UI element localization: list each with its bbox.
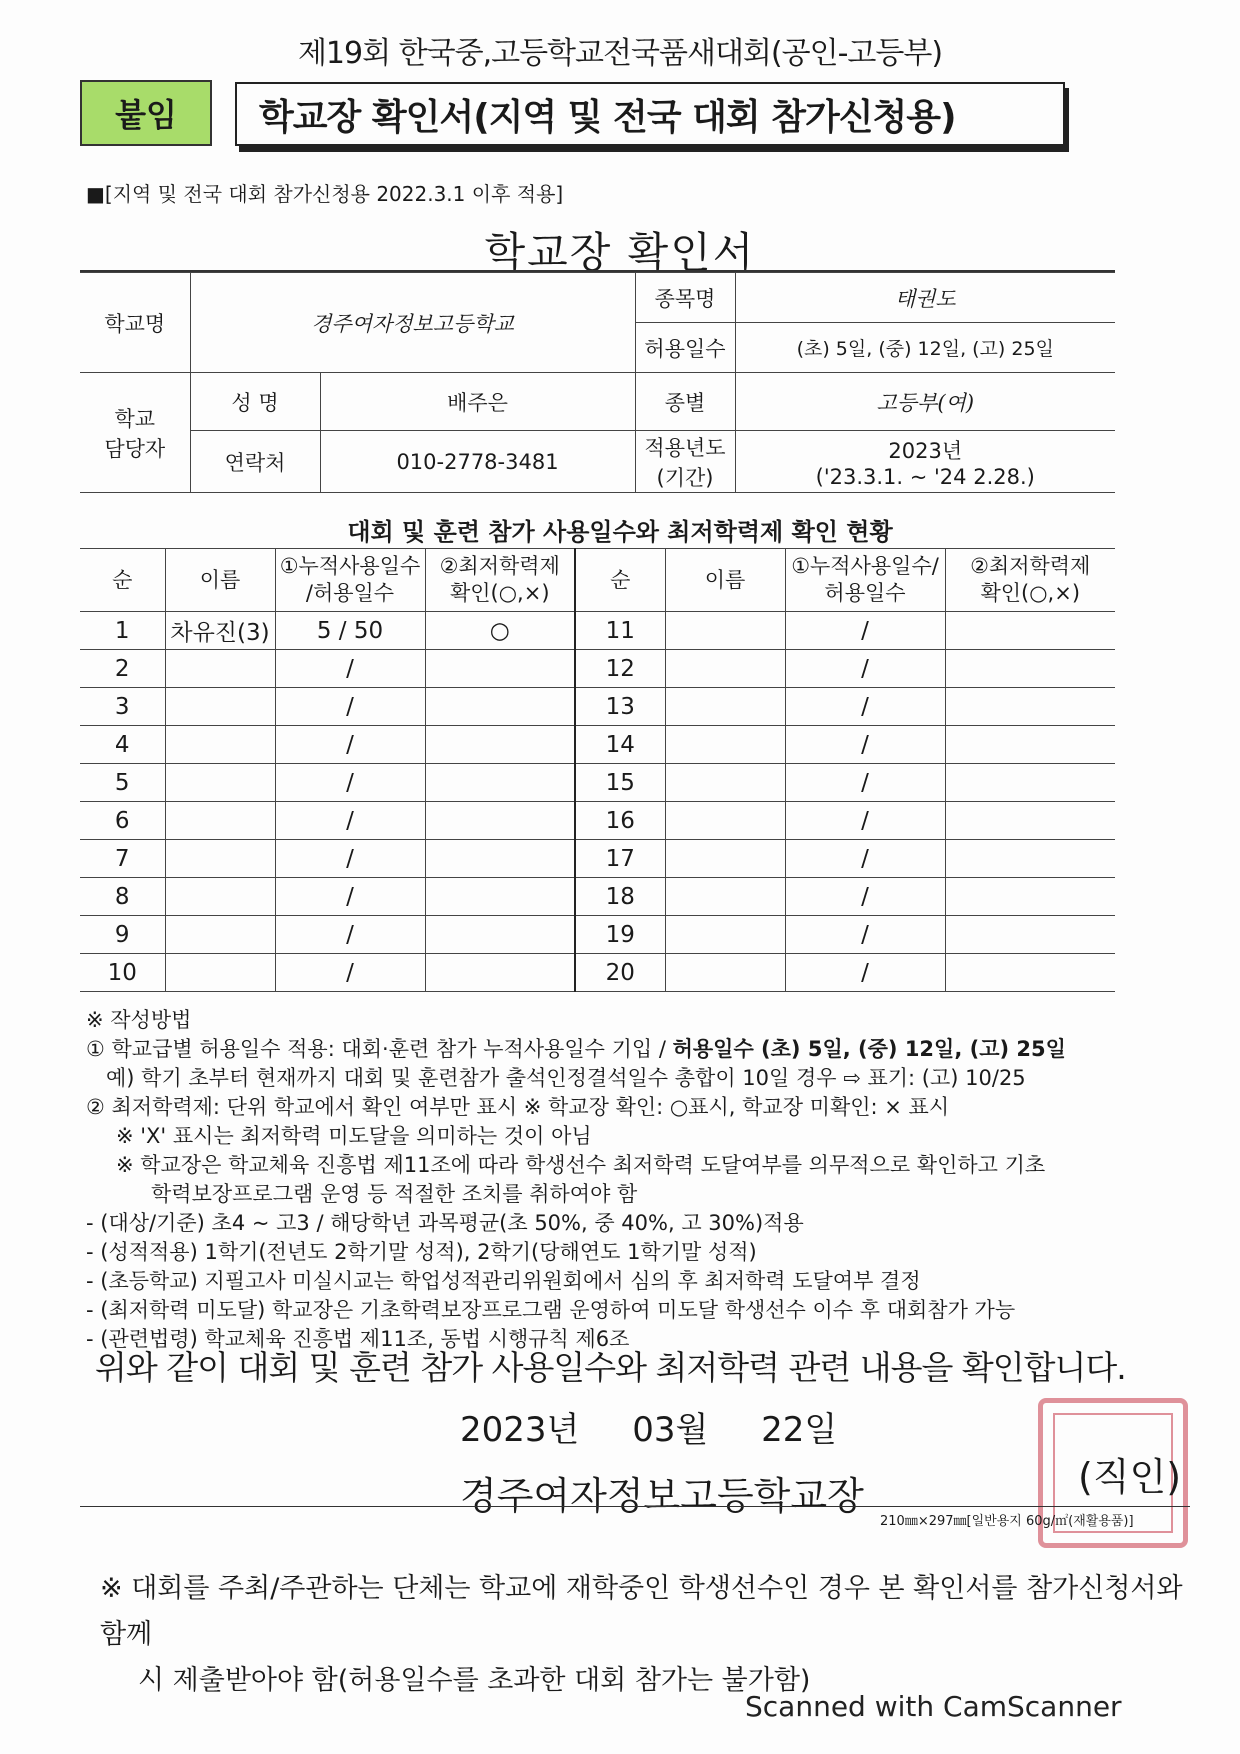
row-days-right: / bbox=[785, 726, 945, 764]
row-name-left bbox=[165, 840, 275, 878]
row-days-left: / bbox=[275, 688, 425, 726]
seal-label: (직인) bbox=[1078, 1455, 1182, 1499]
year-label bbox=[635, 431, 735, 493]
row-conf-right bbox=[945, 802, 1115, 840]
row-name-left: 차유진(3) bbox=[165, 612, 275, 650]
year-value bbox=[735, 431, 1115, 493]
note-1-text: ① 학교급별 허용일수 적용: 대회·훈련 참가 누적사용일수 기입 / bbox=[86, 1037, 673, 1061]
row-days-right: / bbox=[785, 954, 945, 992]
header-name-right: 이름 bbox=[665, 549, 785, 612]
row-conf-left bbox=[425, 726, 575, 764]
name-value: 배주은 bbox=[320, 373, 635, 431]
attachment-tag: 붙임 bbox=[80, 80, 212, 146]
year-value-line2: ('23.3.1. ~ '24 2.28.) bbox=[815, 464, 1035, 489]
row-days-right: / bbox=[785, 840, 945, 878]
row-no-left: 9 bbox=[80, 916, 165, 954]
issue-date bbox=[460, 1402, 879, 1451]
row-name-right bbox=[665, 764, 785, 802]
row-conf-left: ○ bbox=[425, 612, 575, 650]
header-days-left-line1: ①누적사용일수 bbox=[279, 554, 421, 578]
detail-4: - (최저학력 미도달) 학교장은 기초학력보장프로그램 운영하여 미도달 학생선수 이수 후 대회참가 가능 bbox=[86, 1298, 1016, 1322]
header-conf-right bbox=[945, 549, 1115, 612]
row-no-right: 18 bbox=[575, 878, 665, 916]
header-conf-left-line1: ②최저학력제 bbox=[439, 554, 560, 578]
paper-note: 210㎜×297㎜[일반용지 60g/㎡(재활용품)] bbox=[880, 1514, 1134, 1529]
section-title: 대회 및 훈련 참가 사용일수와 최저학력제 확인 현황 bbox=[347, 518, 893, 546]
sport-label: 종목명 bbox=[635, 273, 735, 323]
division-label: 종별 bbox=[635, 373, 735, 431]
info-table bbox=[80, 272, 1115, 493]
manager-label bbox=[80, 373, 190, 493]
manager-label-line1: 학교 bbox=[114, 406, 156, 431]
row-no-right: 19 bbox=[575, 916, 665, 954]
row-no-right: 20 bbox=[575, 954, 665, 992]
name-label: 성 명 bbox=[190, 373, 320, 431]
table-row bbox=[80, 916, 1115, 954]
table-header-row bbox=[80, 549, 1115, 612]
row-no-right: 12 bbox=[575, 650, 665, 688]
division-value: 고등부(여) bbox=[735, 373, 1115, 431]
form-title: 학교장 확인서 bbox=[484, 228, 756, 277]
row-conf-right bbox=[945, 726, 1115, 764]
table-row bbox=[80, 878, 1115, 916]
detail-1: - (대상/기준) 초4 ~ 고3 / 해당학년 과목평균(초 50%, 중 40%, 고 30%)적용 bbox=[86, 1211, 804, 1235]
row-name-left bbox=[165, 878, 275, 916]
sport-value: 태권도 bbox=[735, 273, 1115, 323]
table-row bbox=[80, 802, 1115, 840]
row-days-left: / bbox=[275, 726, 425, 764]
header-days-left-line2: /허용일수 bbox=[305, 581, 395, 605]
row-name-right bbox=[665, 726, 785, 764]
box-title: 학교장 확인서(지역 및 전국 대회 참가신청용) bbox=[235, 82, 1065, 146]
instructions bbox=[86, 1006, 1166, 1354]
row-days-right: / bbox=[785, 764, 945, 802]
table-row bbox=[80, 954, 1115, 992]
row-name-left bbox=[165, 954, 275, 992]
row-name-right bbox=[665, 916, 785, 954]
header-days-right-line1: ①누적사용일수/ bbox=[791, 554, 939, 578]
row-name-left bbox=[165, 764, 275, 802]
header-conf-right-line2: 확인(○,×) bbox=[980, 581, 1081, 605]
detail-3: - (초등학교) 지필고사 미실시교는 학업성적관리위원회에서 심의 후 최저학력 도달여부 결정 bbox=[86, 1269, 921, 1293]
row-no-left: 3 bbox=[80, 688, 165, 726]
manager-label-line2: 담당자 bbox=[104, 436, 166, 461]
date-day: 22일 bbox=[761, 1410, 838, 1450]
row-name-right bbox=[665, 954, 785, 992]
row-no-right: 16 bbox=[575, 802, 665, 840]
table-row bbox=[80, 612, 1115, 650]
usage-table bbox=[80, 548, 1115, 992]
row-conf-left bbox=[425, 802, 575, 840]
footnote bbox=[100, 1566, 1200, 1704]
row-days-left: / bbox=[275, 954, 425, 992]
row-conf-left bbox=[425, 840, 575, 878]
year-value-line1: 2023년 bbox=[888, 438, 963, 463]
row-days-right: / bbox=[785, 650, 945, 688]
table-row bbox=[80, 764, 1115, 802]
table-row bbox=[80, 726, 1115, 764]
row-no-left: 10 bbox=[80, 954, 165, 992]
row-conf-right bbox=[945, 916, 1115, 954]
row-days-right: / bbox=[785, 916, 945, 954]
row-days-right: / bbox=[785, 878, 945, 916]
row-conf-right bbox=[945, 612, 1115, 650]
notes-heading: ※ 작성방법 bbox=[86, 1008, 192, 1032]
year-label-line2: (기간) bbox=[656, 465, 714, 490]
note-1 bbox=[86, 1035, 1166, 1064]
detail-5: - (관련법령) 학교체육 진흥법 제11조, 동법 시행규칙 제6조 bbox=[86, 1327, 630, 1351]
row-conf-right bbox=[945, 954, 1115, 992]
footnote-line2: 시 제출받아야 함(허용일수를 초과한 대회 참가는 불가함) bbox=[138, 1665, 811, 1696]
row-no-left: 1 bbox=[80, 612, 165, 650]
row-name-left bbox=[165, 726, 275, 764]
header-conf-right-line1: ②최저학력제 bbox=[970, 554, 1091, 578]
note-2-c: 학력보장프로그램 운영 등 적절한 조치를 취하여야 함 bbox=[151, 1182, 638, 1206]
row-no-right: 17 bbox=[575, 840, 665, 878]
row-no-right: 14 bbox=[575, 726, 665, 764]
header-no-left: 순 bbox=[80, 549, 165, 612]
allowed-value: (초) 5일, (중) 12일, (고) 25일 bbox=[735, 323, 1115, 373]
footnote-line1: ※ 대회를 주최/주관하는 단체는 학교에 재학중인 학생선수인 경우 본 확인서를 참가신청서와 함께 bbox=[100, 1573, 1183, 1650]
bottom-rule bbox=[80, 1506, 1190, 1507]
note-2-a: ※ 'X' 표시는 최저학력 미도달을 의미하는 것이 아님 bbox=[116, 1124, 592, 1148]
note-2: ② 최저학력제: 단위 학교에서 확인 여부만 표시 ※ 학교장 확인: ○표시, 학교장 미확인: × 표시 bbox=[86, 1095, 950, 1119]
row-name-left bbox=[165, 802, 275, 840]
school-value: 경주여자정보고등학교 bbox=[190, 273, 635, 373]
row-conf-left bbox=[425, 650, 575, 688]
row-no-right: 11 bbox=[575, 612, 665, 650]
row-conf-left bbox=[425, 688, 575, 726]
row-name-right bbox=[665, 688, 785, 726]
detail-2: - (성적적용) 1학기(전년도 2학기말 성적), 2학기(당해연도 1학기말 성적) bbox=[86, 1240, 757, 1264]
row-no-right: 13 bbox=[575, 688, 665, 726]
row-name-right bbox=[665, 840, 785, 878]
header-days-right-line2: 허용일수 bbox=[824, 581, 906, 605]
row-name-left bbox=[165, 688, 275, 726]
row-no-left: 5 bbox=[80, 764, 165, 802]
signer: 경주여자정보고등학교장 bbox=[460, 1474, 864, 1518]
row-days-left: / bbox=[275, 840, 425, 878]
row-name-right bbox=[665, 802, 785, 840]
row-conf-right bbox=[945, 878, 1115, 916]
row-conf-right bbox=[945, 764, 1115, 802]
event-title: 제19회 한국중,고등학교전국품새대회(공인-고등부) bbox=[297, 36, 943, 71]
header-name-left: 이름 bbox=[165, 549, 275, 612]
scanner-watermark: Scanned with CamScanner bbox=[745, 1690, 1122, 1723]
table-row bbox=[80, 688, 1115, 726]
row-days-left: 5 / 50 bbox=[275, 612, 425, 650]
row-days-right: / bbox=[785, 802, 945, 840]
header-days-right bbox=[785, 549, 945, 612]
row-conf-left bbox=[425, 764, 575, 802]
row-no-left: 8 bbox=[80, 878, 165, 916]
header-no-right: 순 bbox=[575, 549, 665, 612]
row-days-right: / bbox=[785, 688, 945, 726]
note-1-example: 예) 학기 초부터 현재까지 대회 및 훈련참가 출석인정결석일수 총합이 10일 경우 ⇨ 표기: (고) 10/25 bbox=[106, 1066, 1026, 1090]
school-label: 학교명 bbox=[80, 273, 190, 373]
header-conf-left-line2: 확인(○,×) bbox=[449, 581, 550, 605]
header-conf-left bbox=[425, 549, 575, 612]
table-row bbox=[80, 840, 1115, 878]
note-1-bold: 허용일수 (초) 5일, (중) 12일, (고) 25일 bbox=[672, 1037, 1066, 1061]
allowed-label: 허용일수 bbox=[635, 323, 735, 373]
row-days-right: / bbox=[785, 612, 945, 650]
row-no-left: 4 bbox=[80, 726, 165, 764]
row-name-left bbox=[165, 650, 275, 688]
row-no-right: 15 bbox=[575, 764, 665, 802]
row-name-right bbox=[665, 612, 785, 650]
row-conf-right bbox=[945, 840, 1115, 878]
row-no-left: 7 bbox=[80, 840, 165, 878]
row-name-right bbox=[665, 878, 785, 916]
row-name-left bbox=[165, 916, 275, 954]
header-days-left bbox=[275, 549, 425, 612]
row-conf-right bbox=[945, 650, 1115, 688]
table-row bbox=[80, 650, 1115, 688]
row-name-right bbox=[665, 650, 785, 688]
date-month: 03월 bbox=[632, 1410, 709, 1450]
confirmation-statement: 위와 같이 대회 및 훈련 참가 사용일수와 최저학력 관련 내용을 확인합니다. bbox=[95, 1348, 1126, 1387]
contact-label: 연락처 bbox=[190, 431, 320, 493]
row-days-left: / bbox=[275, 650, 425, 688]
row-conf-right bbox=[945, 688, 1115, 726]
row-days-left: / bbox=[275, 916, 425, 954]
row-days-left: / bbox=[275, 802, 425, 840]
row-conf-left bbox=[425, 916, 575, 954]
year-label-line1: 적용년도 bbox=[644, 435, 726, 460]
row-no-left: 2 bbox=[80, 650, 165, 688]
note-2-b: ※ 학교장은 학교체육 진흥법 제11조에 따라 학생선수 최저학력 도달여부를 의무적으로 확인하고 기초 bbox=[116, 1153, 1046, 1177]
row-conf-left bbox=[425, 878, 575, 916]
row-days-left: / bbox=[275, 878, 425, 916]
row-days-left: / bbox=[275, 764, 425, 802]
row-no-left: 6 bbox=[80, 802, 165, 840]
row-conf-left bbox=[425, 954, 575, 992]
date-year: 2023년 bbox=[460, 1410, 580, 1450]
contact-value: 010-2778-3481 bbox=[320, 431, 635, 493]
sub-note: ■[지역 및 전국 대회 참가신청용 2022.3.1 이후 적용] bbox=[86, 182, 564, 206]
